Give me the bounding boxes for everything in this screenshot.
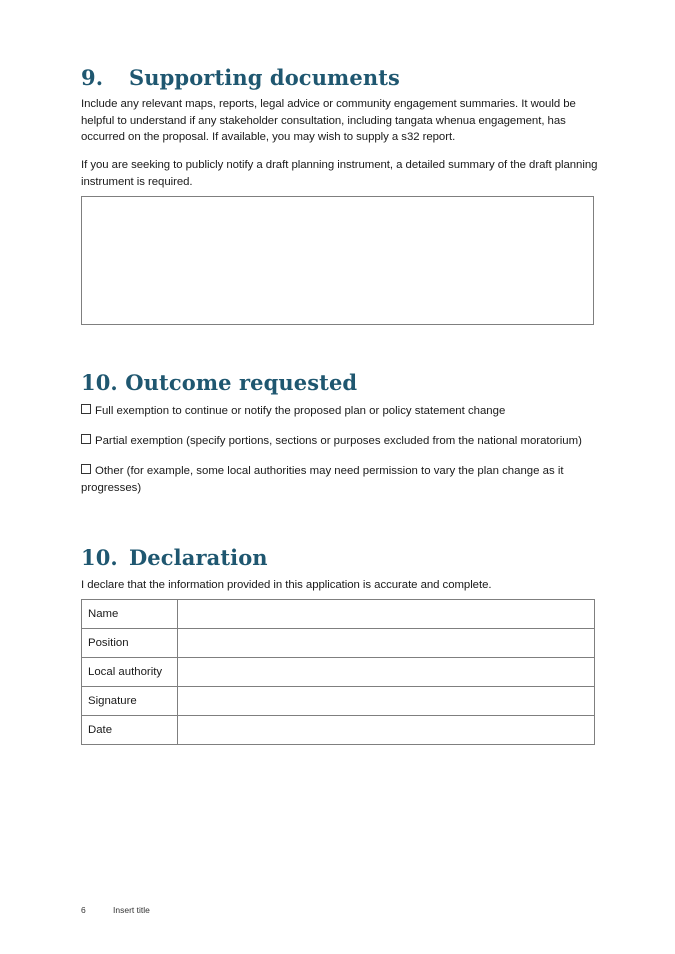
- supporting-docs-instructions: Include any relevant maps, reports, legal advice or community engagement summaries. It would be helpful to understand if any stakeholder consultation, including tangata whenua engagement, has occurred on the proposal. If available, you may wish to supply a s32 report.: [81, 98, 576, 144]
- local-authority-field[interactable]: [178, 658, 594, 686]
- footer-title: Insert title: [113, 905, 150, 915]
- row-label: Position: [82, 629, 178, 658]
- footer-page-number: 6: [81, 905, 86, 915]
- checkbox-icon[interactable]: [81, 434, 91, 444]
- supporting-documents-input[interactable]: [81, 196, 594, 325]
- option-label: Partial exemption (specify portions, sections or purposes excluded from the national moratorium): [95, 435, 582, 447]
- section-number: 10.: [81, 545, 118, 570]
- table-row: [82, 716, 595, 745]
- checkbox-icon[interactable]: [81, 404, 91, 414]
- table-row: [82, 600, 595, 629]
- row-label: Local authority: [82, 658, 178, 687]
- section-9-heading: [81, 65, 400, 91]
- section-title: Outcome requested: [125, 370, 358, 395]
- declaration-table: [81, 599, 595, 745]
- row-label: Date: [82, 716, 178, 745]
- section-10-outcome-heading: [81, 370, 357, 396]
- option-label: Full exemption to continue or notify the proposed plan or policy statement change: [95, 405, 506, 417]
- position-field[interactable]: [178, 629, 594, 657]
- row-label: Signature: [82, 687, 178, 716]
- option-label: Other (for example, some local authorities may need permission to vary the plan change as it progresses): [81, 465, 564, 494]
- checkbox-icon[interactable]: [81, 464, 91, 474]
- table-row: [82, 658, 595, 687]
- section-number: 9.: [81, 65, 104, 90]
- section-number: 10.: [81, 370, 118, 395]
- section-title: Declaration: [129, 545, 268, 570]
- section-title: Supporting documents: [129, 65, 400, 90]
- option-partial-exemption[interactable]: [81, 433, 601, 450]
- row-label: Name: [82, 600, 178, 629]
- table-row: [82, 629, 595, 658]
- option-other[interactable]: [81, 463, 601, 496]
- section-10-declaration-heading: [81, 545, 268, 571]
- name-field[interactable]: [178, 600, 594, 628]
- option-full-exemption[interactable]: [81, 403, 601, 420]
- table-row: [82, 687, 595, 716]
- signature-field[interactable]: [178, 687, 594, 715]
- draft-instrument-note: If you are seeking to publicly notify a draft planning instrument, a detailed summary of the draft planning instrument is required.: [81, 159, 598, 188]
- declaration-statement: I declare that the information provided in this application is accurate and complete.: [81, 579, 492, 591]
- date-field[interactable]: [178, 716, 594, 744]
